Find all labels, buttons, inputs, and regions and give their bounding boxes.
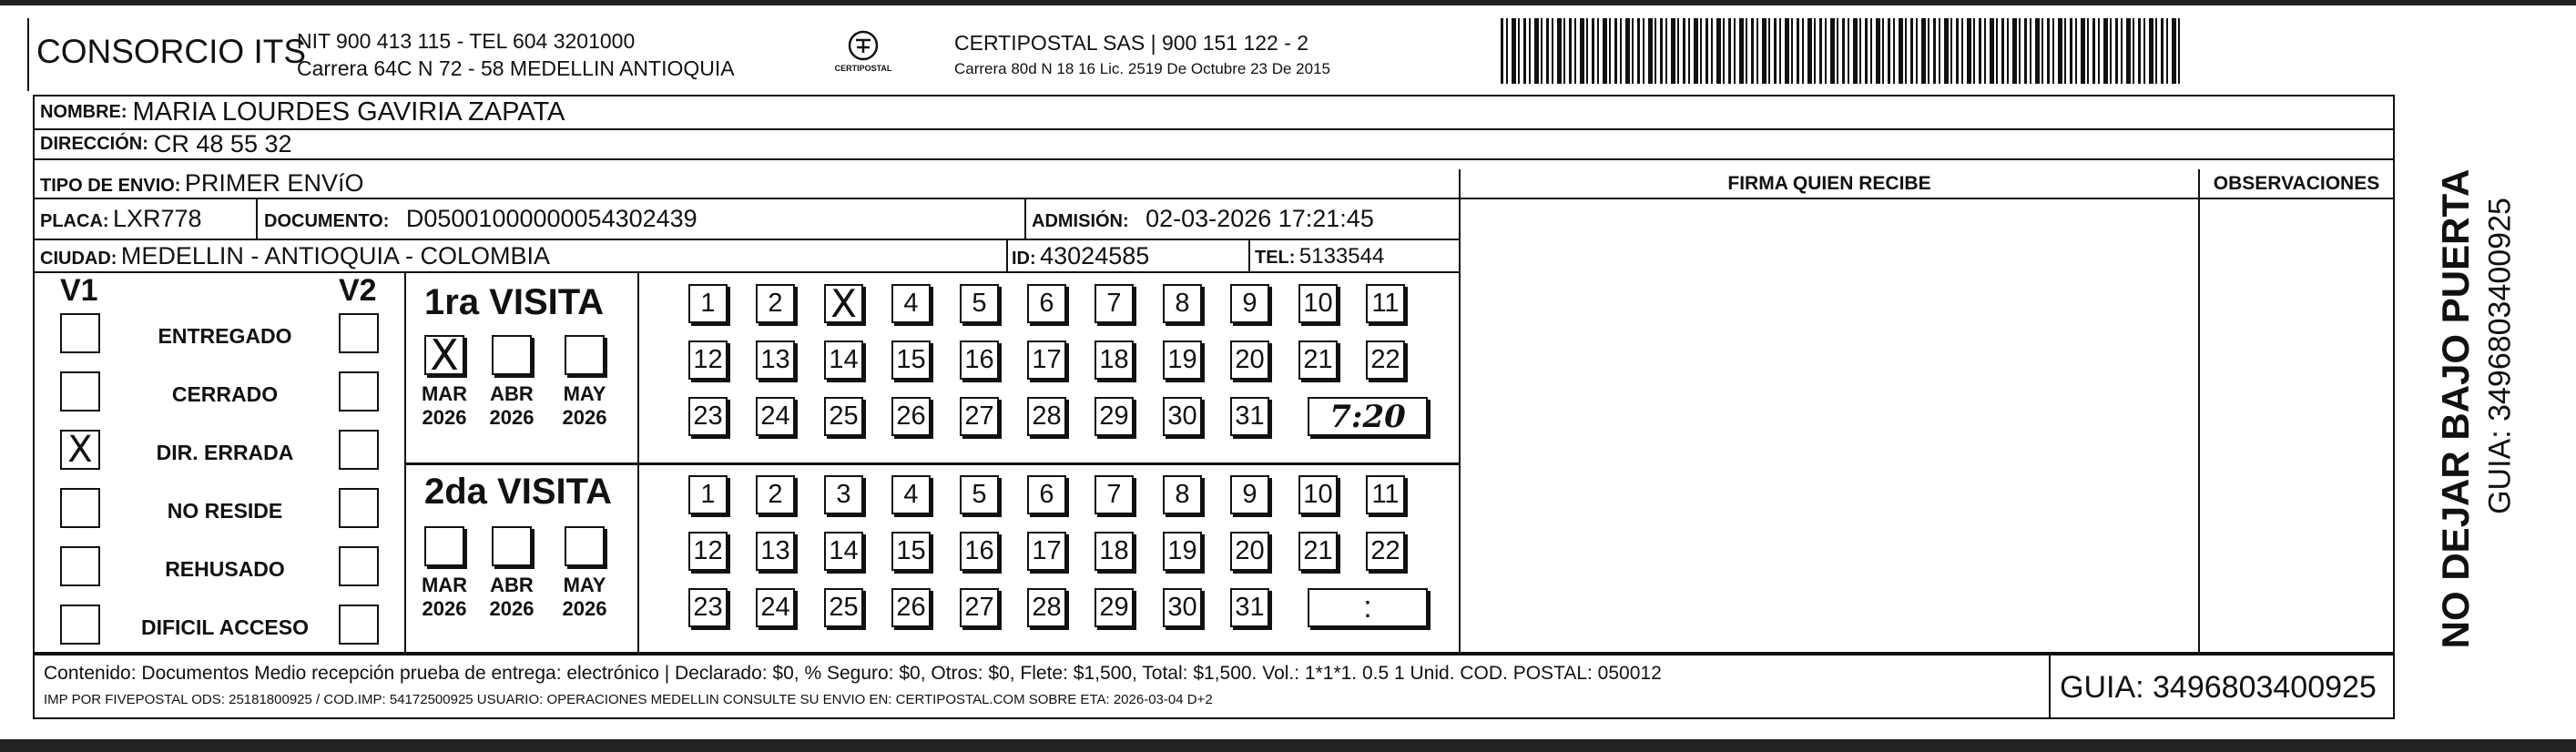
reason-label: DIFICIL ACCESO — [140, 615, 309, 639]
day-checkbox[interactable]: 14 — [824, 532, 863, 571]
observations-field[interactable] — [2200, 199, 2393, 654]
carrier-license: Carrera 80d N 18 16 Lic. 2519 De Octubre 23 De 2015 — [954, 60, 1330, 77]
day-checkbox[interactable]: 28 — [1027, 588, 1066, 627]
month-year: 2026 — [562, 597, 607, 620]
day-checkbox[interactable]: 2 — [756, 284, 795, 323]
day-checkbox[interactable]: 12 — [688, 532, 728, 571]
day-checkbox[interactable]: X — [824, 284, 863, 323]
day-checkbox[interactable]: 18 — [1095, 340, 1134, 380]
day-checkbox[interactable]: 27 — [960, 588, 999, 627]
month-year: 2026 — [489, 597, 535, 620]
second-visit-title: 2da VISITA — [424, 472, 612, 512]
plate-value: LXR778 — [113, 205, 202, 232]
send-type-label: TIPO DE ENVIO: — [40, 176, 181, 196]
day-checkbox[interactable]: 11 — [1366, 475, 1405, 514]
day-checkbox[interactable]: 6 — [1027, 284, 1066, 323]
id-label: ID: — [1012, 249, 1036, 269]
day-checkbox[interactable]: 2 — [756, 475, 795, 514]
carrier-name: CERTIPOSTAL SAS | 900 151 122 - 2 — [954, 31, 1309, 55]
v1-checkbox[interactable] — [60, 313, 100, 353]
v1-checkbox[interactable] — [60, 488, 100, 528]
day-checkbox[interactable]: 31 — [1230, 397, 1269, 436]
day-checkbox[interactable]: 15 — [891, 532, 931, 571]
day-checkbox[interactable]: 10 — [1298, 284, 1338, 323]
month-name: ABR — [490, 574, 534, 596]
tel-value: 5133544 — [1298, 244, 1385, 269]
day-checkbox[interactable]: 4 — [891, 475, 931, 514]
name-row — [35, 97, 2393, 130]
company-name: CONSORCIO ITS — [36, 33, 307, 70]
day-checkbox[interactable]: 14 — [824, 340, 863, 380]
visit-time-field[interactable]: : — [1308, 588, 1428, 627]
tel-label: TEL: — [1255, 248, 1296, 268]
day-checkbox[interactable]: 9 — [1230, 475, 1269, 514]
month-divider — [637, 271, 639, 654]
month-label — [557, 574, 612, 621]
id-divider — [1006, 239, 1008, 271]
reason-label: DIR. ERRADA — [156, 441, 294, 464]
reason-label: NO RESIDE — [167, 499, 283, 523]
recipient-name: MARIA LOURDES GAVIRIA ZAPATA — [132, 97, 565, 127]
visit-time-field[interactable]: 7:20 — [1308, 397, 1428, 436]
name-label: NOMBRE: — [40, 102, 127, 122]
v2-checkbox[interactable] — [339, 313, 379, 353]
day-checkbox[interactable]: 5 — [960, 284, 999, 323]
v2-checkbox[interactable] — [339, 605, 379, 645]
plate-row-line — [35, 239, 1459, 240]
company-address: Carrera 64C N 72 - 58 MEDELLIN ANTIOQUIA — [297, 56, 735, 80]
v2-header: V2 — [339, 273, 377, 308]
month-checkbox[interactable] — [424, 526, 464, 566]
city-cell — [40, 242, 550, 270]
day-checkbox[interactable]: 7 — [1095, 284, 1134, 323]
logo-icon — [829, 27, 898, 82]
day-checkbox[interactable]: 9 — [1230, 284, 1269, 323]
tel-cell — [1255, 244, 1384, 269]
visit-middle-divider — [404, 462, 1459, 465]
footer-guia-divider — [2049, 654, 2051, 719]
first-visit-title: 1ra VISITA — [424, 282, 605, 322]
document-label: DOCUMENTO: — [264, 211, 390, 231]
day-checkbox[interactable]: 1 — [688, 284, 728, 323]
day-checkbox[interactable]: 20 — [1230, 340, 1269, 380]
day-checkbox[interactable]: 13 — [756, 532, 795, 571]
month-checkbox[interactable] — [492, 335, 532, 375]
day-checkbox[interactable]: 29 — [1095, 397, 1134, 436]
plate-divider — [256, 199, 258, 239]
month-name: MAR — [421, 382, 468, 405]
v1-checkbox[interactable] — [60, 371, 100, 412]
day-checkbox[interactable]: 19 — [1163, 340, 1202, 380]
day-checkbox[interactable]: 8 — [1163, 284, 1202, 323]
day-checkbox[interactable]: 31 — [1230, 588, 1269, 627]
month-checkbox[interactable] — [565, 335, 605, 375]
month-name: ABR — [490, 382, 534, 405]
bottom-edge-line — [0, 739, 2576, 752]
side-guia: GUIA: 3496803400925 — [2482, 198, 2518, 514]
certipostal-logo — [829, 27, 898, 82]
day-checkbox[interactable]: 10 — [1298, 475, 1338, 514]
footer-content: Contenido: Documentos Medio recepción prueba de entrega: electrónico | Declarado: $0, % Seguro: $0, Otros: $0, Flete: $1,500, Total: $1,500. Vol.: 1*1*1. 0.5 1 Unid. COD. POSTAL: 050012 — [44, 663, 1662, 684]
day-checkbox[interactable]: 11 — [1366, 284, 1405, 323]
month-checkbox[interactable] — [492, 526, 532, 566]
admission-divider — [1024, 199, 1026, 239]
day-checkbox[interactable]: 30 — [1163, 588, 1202, 627]
v2-checkbox[interactable] — [339, 430, 379, 470]
day-checkbox[interactable]: 23 — [688, 588, 728, 627]
id-cell — [1012, 242, 1149, 270]
footer-print-info: IMP POR FIVEPOSTAL ODS: 25181800925 / COD.IMP: 54172500925 USUARIO: OPERACIONES MEDELLIN CONSULTE SU ENVIO EN: CERTIPOSTAL.COM SOBRE ETA: 2026-03-04 D+2 — [44, 692, 1213, 707]
reason-label: REHUSADO — [165, 557, 285, 581]
v1-header: V1 — [60, 273, 98, 308]
day-checkbox[interactable]: 1 — [688, 475, 728, 514]
v2-checkbox[interactable] — [339, 371, 379, 412]
month-label — [484, 382, 539, 430]
day-checkbox[interactable]: 16 — [960, 532, 999, 571]
day-checkbox[interactable]: 29 — [1095, 588, 1134, 627]
day-checkbox[interactable]: 7 — [1095, 475, 1134, 514]
day-checkbox[interactable]: 22 — [1366, 532, 1405, 571]
day-checkbox[interactable]: 24 — [756, 588, 795, 627]
day-checkbox[interactable]: 21 — [1298, 340, 1338, 380]
day-checkbox[interactable]: 17 — [1027, 340, 1066, 380]
v2-checkbox[interactable] — [339, 488, 379, 528]
day-checkbox[interactable]: 15 — [891, 340, 931, 380]
day-checkbox[interactable]: 24 — [756, 397, 795, 436]
day-checkbox[interactable]: 28 — [1027, 397, 1066, 436]
city-value: MEDELLIN - ANTIOQUIA - COLOMBIA — [120, 242, 550, 269]
top-edge-line — [0, 0, 2576, 5]
day-checkbox[interactable]: 23 — [688, 397, 728, 436]
admission-cell — [1032, 205, 1374, 233]
month-year: 2026 — [422, 406, 467, 429]
day-checkbox[interactable]: 5 — [960, 475, 999, 514]
document-cell — [264, 205, 697, 233]
day-checkbox[interactable]: 17 — [1027, 532, 1066, 571]
reason-label: CERRADO — [171, 382, 279, 406]
no-dejar-warning: NO DEJAR BAJO PUERTA — [2434, 168, 2477, 649]
day-checkbox[interactable]: 16 — [960, 340, 999, 380]
day-checkbox[interactable]: 27 — [960, 397, 999, 436]
send-type-value: PRIMER ENVíO — [184, 169, 364, 197]
day-checkbox[interactable]: 26 — [891, 397, 931, 436]
admission-label: ADMISIÓN: — [1032, 211, 1129, 231]
month-year: 2026 — [489, 406, 535, 429]
day-checkbox[interactable]: 25 — [824, 588, 863, 627]
day-checkbox[interactable]: 25 — [824, 397, 863, 436]
v2-checkbox[interactable] — [339, 546, 379, 586]
plate-label: PLACA: — [40, 211, 109, 231]
signature-header: FIRMA QUIEN RECIBE — [1727, 173, 1931, 194]
month-name: MAY — [563, 574, 606, 596]
day-checkbox[interactable]: 6 — [1027, 475, 1066, 514]
observations-header: OBSERVACIONES — [2213, 173, 2380, 194]
day-checkbox[interactable]: 19 — [1163, 532, 1202, 571]
month-year: 2026 — [562, 406, 607, 429]
city-row-line — [35, 271, 1459, 273]
city-label: CIUDAD: — [40, 249, 117, 269]
month-checkbox[interactable]: X — [424, 335, 464, 375]
footer-guia: GUIA: 3496803400925 — [2060, 670, 2377, 705]
month-year: 2026 — [422, 597, 467, 620]
day-checkbox[interactable]: 20 — [1230, 532, 1269, 571]
logo-text: CERTIPOSTAL — [834, 64, 892, 73]
month-label — [484, 574, 539, 621]
company-nit: NIT 900 413 115 - TEL 604 3201000 — [297, 29, 636, 53]
month-label — [417, 382, 472, 430]
recipient-address: CR 48 55 32 — [153, 130, 292, 158]
v1-checkbox[interactable]: X — [60, 430, 100, 470]
month-name: MAR — [421, 574, 468, 596]
v1-checkbox[interactable] — [60, 546, 100, 586]
month-name: MAY — [563, 382, 606, 405]
reason-label: ENTREGADO — [158, 324, 292, 348]
tel-divider — [1248, 239, 1250, 271]
day-checkbox[interactable]: 13 — [756, 340, 795, 380]
day-checkbox[interactable]: 8 — [1163, 475, 1202, 514]
signature-field[interactable] — [1461, 199, 2198, 654]
day-checkbox[interactable]: 22 — [1366, 340, 1405, 380]
address-label: DIRECCIÓN: — [40, 134, 148, 154]
day-checkbox[interactable]: 4 — [891, 284, 931, 323]
document-value: D05001000000054302439 — [405, 205, 697, 232]
plate-row — [40, 205, 202, 233]
v1-checkbox[interactable] — [60, 605, 100, 645]
day-checkbox[interactable]: 12 — [688, 340, 728, 380]
month-label — [417, 574, 472, 621]
day-checkbox[interactable]: 26 — [891, 588, 931, 627]
day-checkbox[interactable]: 3 — [824, 475, 863, 514]
id-value: 43024585 — [1040, 242, 1150, 269]
month-label — [557, 382, 612, 430]
month-checkbox[interactable] — [565, 526, 605, 566]
day-checkbox[interactable]: 18 — [1095, 532, 1134, 571]
address-row — [35, 130, 2393, 160]
day-checkbox[interactable]: 30 — [1163, 397, 1202, 436]
admission-value: 02-03-2026 17:21:45 — [1145, 205, 1374, 232]
day-checkbox[interactable]: 21 — [1298, 532, 1338, 571]
barcode — [1501, 18, 2180, 84]
send-type-text — [40, 169, 363, 198]
